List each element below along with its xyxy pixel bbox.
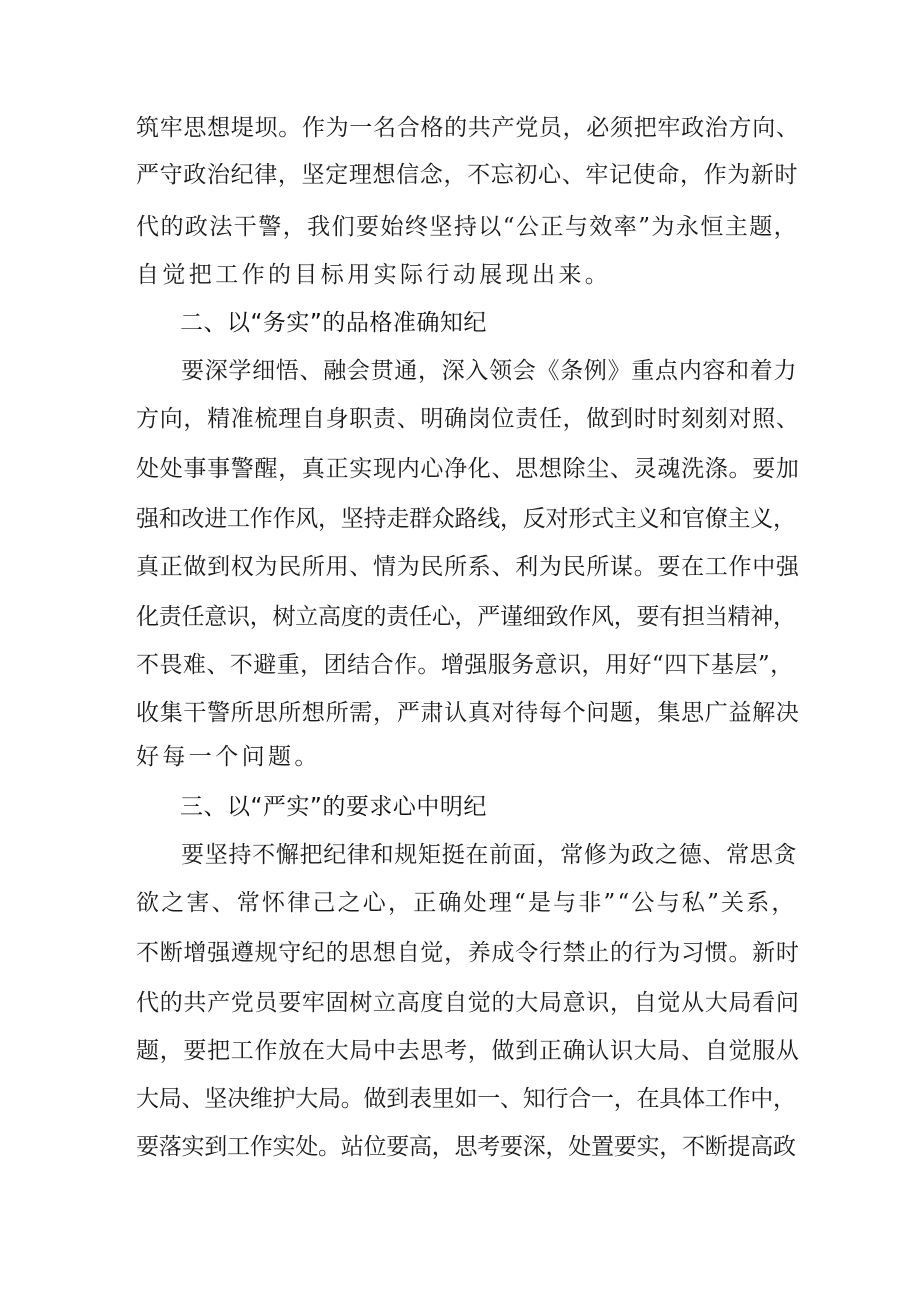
section-heading: 二、以“务实”的品格准确知纪 — [180, 310, 487, 336]
body-text-line: 化责任意识，树立高度的责任心，严谨细致作风，要有担当精神， — [136, 604, 796, 630]
body-text-line: 真正做到权为民所用、情为民所系、利为民所谋。要在工作中强 — [136, 554, 800, 580]
body-text-line: 筑牢思想堤坝。作为一名合格的共产党员，必须把牢政治方向、 — [136, 115, 800, 141]
body-text-line: 收集干警所思所想所需，严肃认真对待每个问题，集思广益解决 — [136, 700, 800, 726]
body-text-line: 代的共产党员要牢固树立高度自觉的大局意识，自觉从大局看问 — [136, 990, 800, 1016]
body-text-line: 不畏难、不避重，团结合作。增强服务意识，用好“四下基层”， — [136, 652, 794, 678]
body-text-line: 方向，精准梳理自身职责、明确岗位责任，做到时时刻刻对照、 — [136, 406, 800, 432]
body-text-line: 题，要把工作放在大局中去思考，做到正确认识大局、自觉服从 — [136, 1038, 800, 1064]
body-text-line: 强和改进工作作风，坚持走群众路线，反对形式主义和官僚主义， — [136, 506, 796, 532]
body-text-line: 严守政治纪律，坚定理想信念，不忘初心、牢记使命，作为新时 — [136, 162, 799, 188]
body-text-line: 要落实到工作实处。站位要高，思考要深，处置要实，不断提高政 — [136, 1134, 796, 1160]
body-text-line: 欲之害、常怀律己之心，正确处理“是与非”“公与私”关系， — [136, 890, 797, 916]
body-text-line: 大局、坚决维护大局。做到表里如一、知行合一，在具体工作中， — [136, 1086, 796, 1112]
body-text-line: 自觉把工作的目标用实际行动展现出来。 — [136, 262, 612, 288]
body-text-line: 处处事事警醒，真正实现内心净化、思想除尘、灵魂洗涤。要加 — [136, 456, 800, 482]
body-text-line: 不断增强遵规守纪的思想自觉，养成令行禁止的行为习惯。新时 — [136, 940, 800, 966]
body-text-line: 要坚持不懈把纪律和规矩挺在前面，常修为政之德、常思贪 — [181, 842, 798, 868]
body-text-line: 好每一个问题。 — [136, 744, 321, 770]
body-text-line: 要深学细悟、融会贯通，深入领会《条例》重点内容和着力 — [181, 358, 798, 384]
body-text-line: 代的政法干警，我们要始终坚持以“公正与效率”为永恒主题， — [136, 214, 799, 240]
section-heading: 三、以“严实”的要求心中明纪 — [180, 794, 487, 820]
